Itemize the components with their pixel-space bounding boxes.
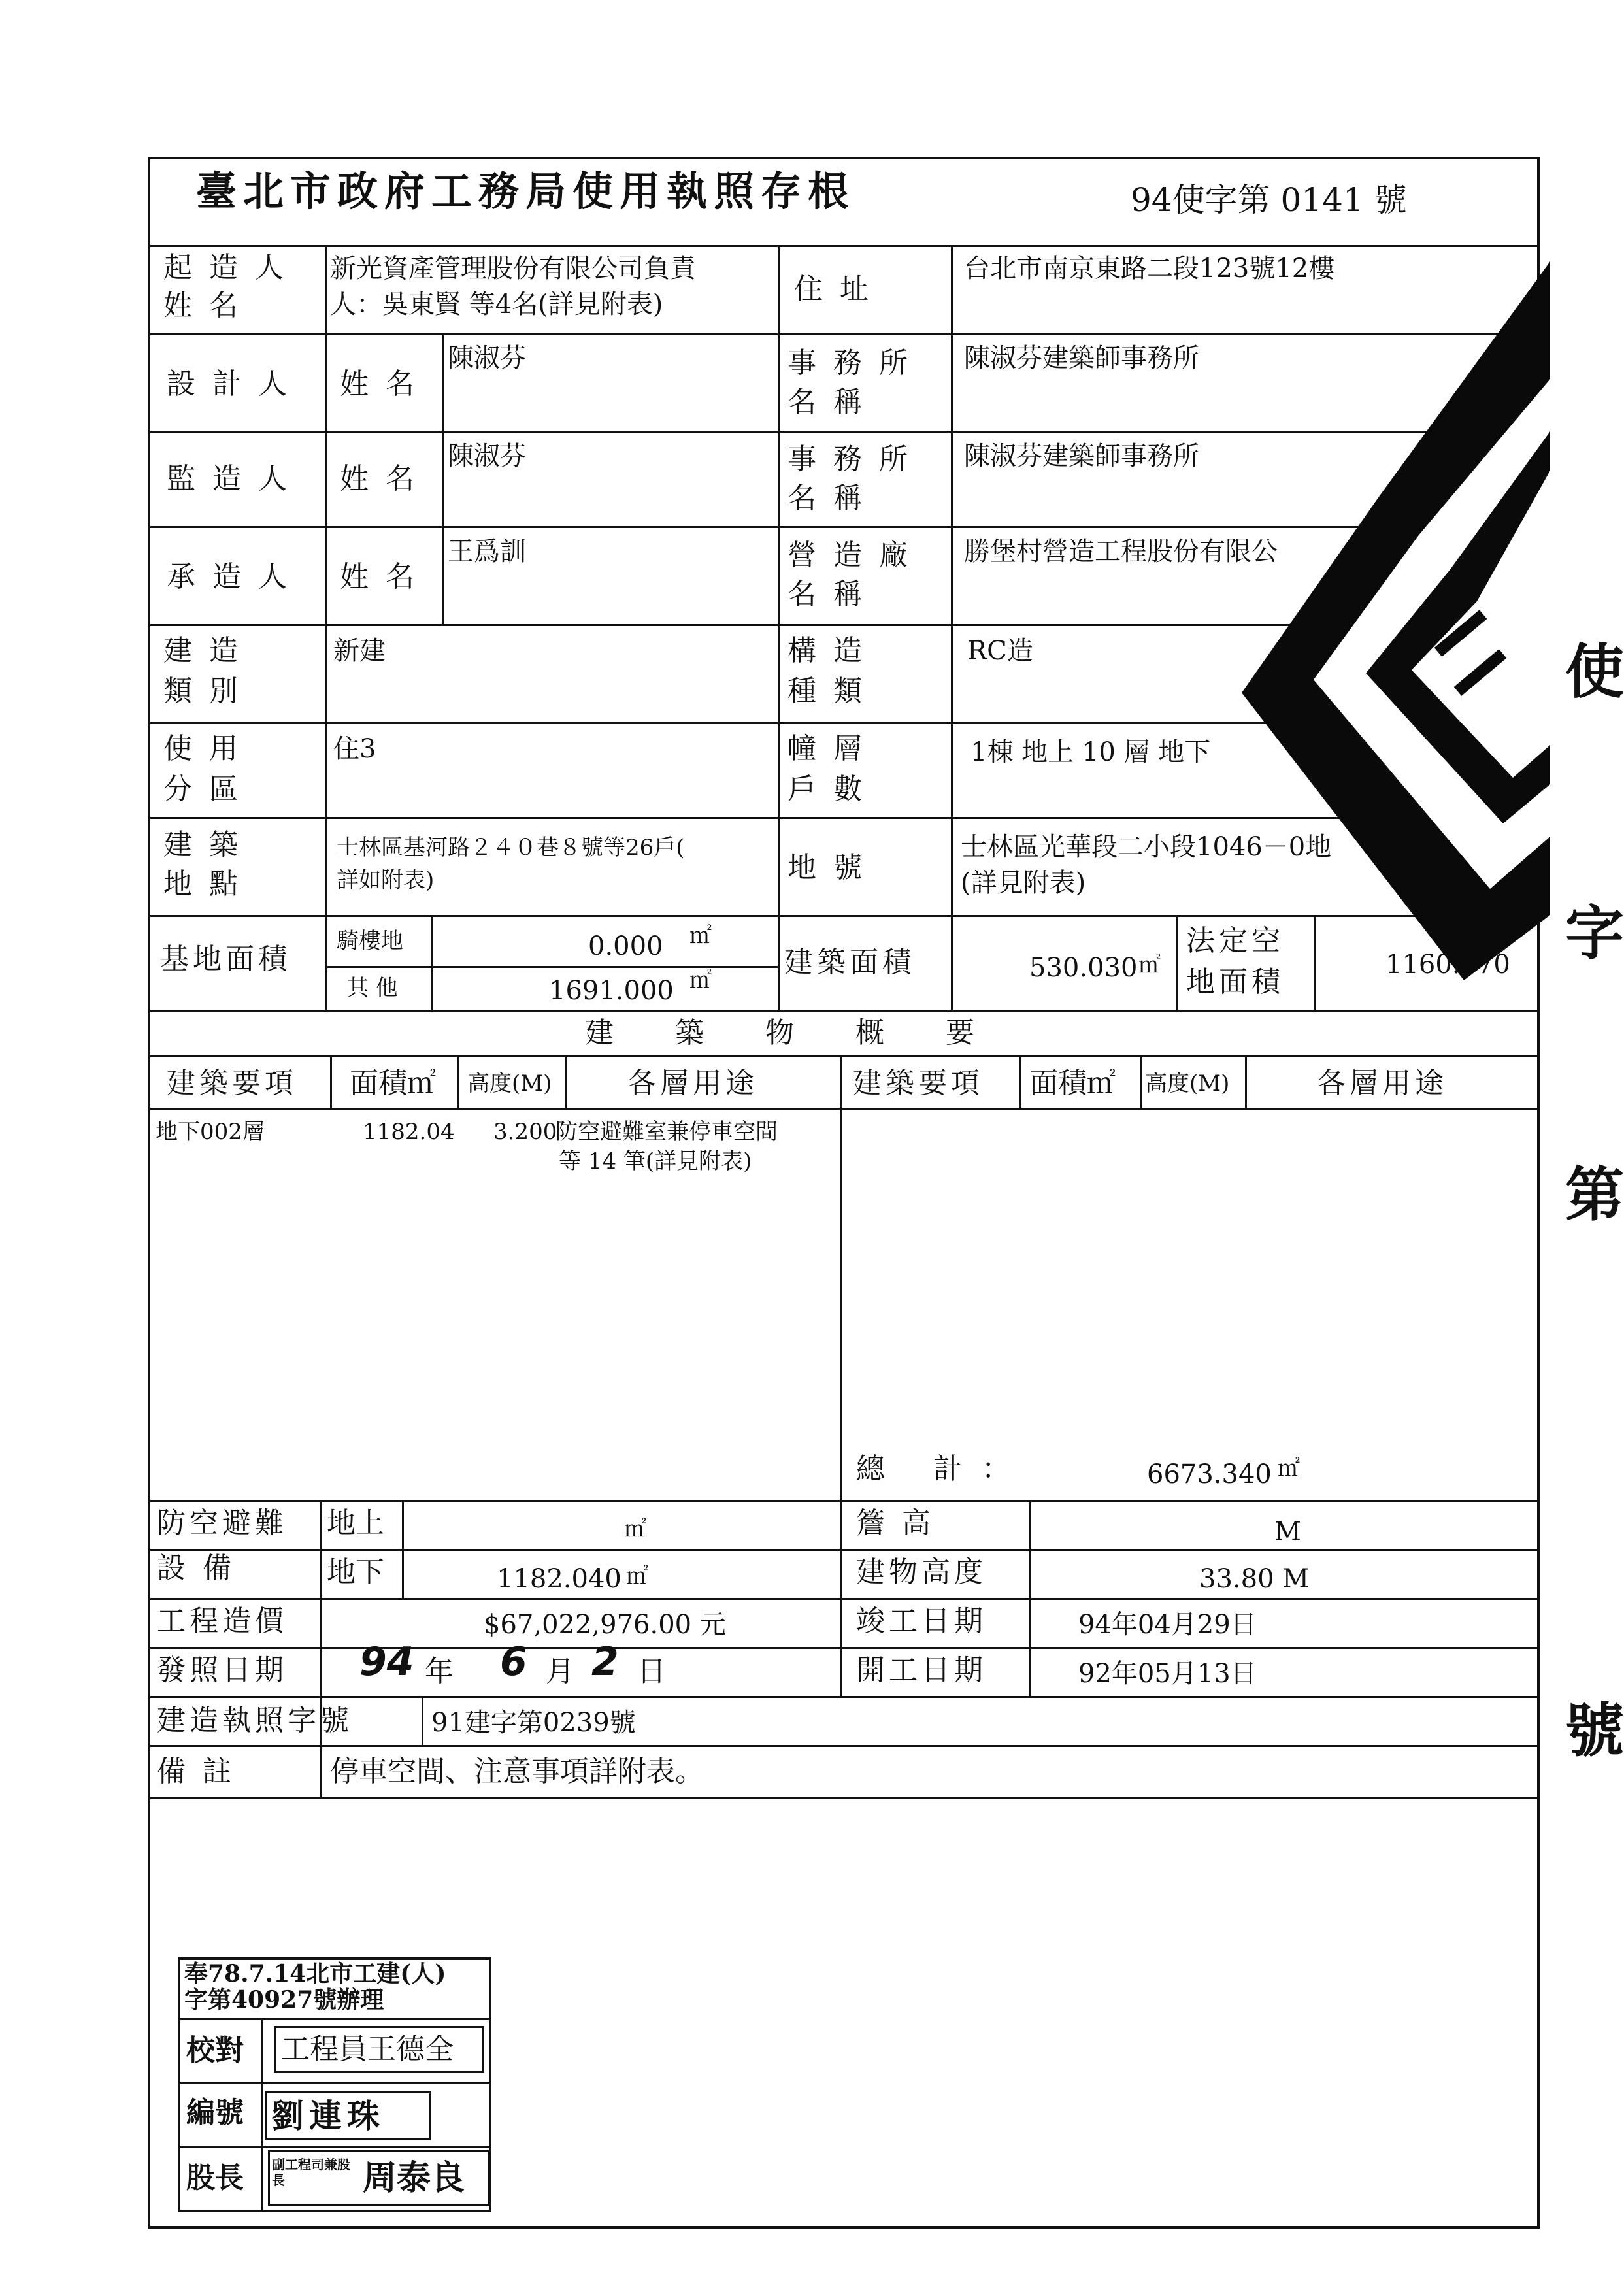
rule <box>402 1500 404 1598</box>
issue-day-unit: 日 <box>637 1655 666 1688</box>
col-height: 高度(M) <box>467 1071 552 1097</box>
structure-label: 構 造 <box>787 634 866 667</box>
designer-office-label-2: 名 稱 <box>787 386 866 419</box>
eaves-unit: M <box>1274 1517 1301 1547</box>
col-area: 面積㎡ <box>350 1067 436 1100</box>
rule <box>951 915 953 1010</box>
margin-char-2: 字 <box>1565 899 1624 968</box>
eaves-label: 簷 高 <box>856 1506 935 1540</box>
total-value: 6673.340 <box>1147 1459 1272 1489</box>
stamp-number-label: 編號 <box>186 2096 244 2129</box>
arcade-label: 騎樓地 <box>337 928 403 954</box>
supervisor-office-label-2: 名 稱 <box>787 482 866 515</box>
contractor-label: 承 造 人 <box>167 560 291 593</box>
contractor-firm-label: 營 造 廠 <box>787 539 912 572</box>
summary-row-area: 1182.04 <box>363 1119 455 1145</box>
builder-name-2: 人：吳東賢 等4名(詳見附表) <box>330 290 663 320</box>
builder-label: 起 造 人 <box>163 251 288 284</box>
zoning-label-2: 分 區 <box>163 772 242 806</box>
supervisor-office: 陳淑芬建築師事務所 <box>964 441 1199 471</box>
building-area-label: 建築面積 <box>784 946 915 979</box>
rule <box>148 1055 1540 1057</box>
completion-date: 94年04月29日 <box>1078 1610 1257 1640</box>
rule <box>951 245 953 915</box>
rule <box>1140 1055 1142 1108</box>
rule <box>431 915 433 1010</box>
builder-address: 台北市南京東路二段123號12樓 <box>964 254 1335 284</box>
rule <box>1029 1500 1031 1696</box>
location-address-2: 詳如附表) <box>337 867 435 893</box>
col-area-right: 面積㎡ <box>1029 1067 1116 1100</box>
rule <box>1176 915 1178 1010</box>
rule <box>1019 1055 1021 1108</box>
stamp-check-value: 工程員王德全 <box>281 2033 454 2066</box>
builder-label-2: 姓 名 <box>163 289 242 322</box>
permit-label: 建造執照字號 <box>157 1704 353 1737</box>
rule <box>442 333 444 624</box>
stamp-chief-value: 周泰良 <box>363 2158 465 2198</box>
summary-heading: 建 築 物 概 要 <box>585 1016 1001 1050</box>
rule <box>148 1500 1540 1502</box>
rule <box>178 2082 491 2084</box>
zoning-label: 使 用 <box>163 732 242 765</box>
building-height-label: 建物高度 <box>856 1555 987 1589</box>
stamp-chief-label: 股長 <box>186 2161 244 2195</box>
col-use-right: 各層用途 <box>1317 1067 1448 1100</box>
rule <box>422 1696 423 1745</box>
other-value: 1691.000 <box>549 976 674 1006</box>
construction-type-label: 建 造 <box>163 634 242 667</box>
rule <box>1245 1055 1247 1108</box>
construction-type-label-2: 類 別 <box>163 674 242 708</box>
cost-value: $67,022,976.00 元 <box>484 1610 726 1640</box>
permit-number: 91建字第0239號 <box>431 1708 636 1738</box>
margin-char-3: 第 <box>1565 1160 1624 1229</box>
col-item-right: 建築要項 <box>853 1067 984 1100</box>
rule <box>840 1055 842 1500</box>
site-area-label: 基地面積 <box>160 942 291 976</box>
issue-month: 6 <box>500 1639 527 1685</box>
rule <box>178 2146 491 2148</box>
form-title: 臺北市政府工務局使用執照存根 <box>196 167 855 215</box>
designer-name-label: 姓 名 <box>340 367 418 401</box>
arcade-unit: ㎡ <box>689 923 712 949</box>
col-use: 各層用途 <box>627 1067 758 1100</box>
legal-open-value: 1160.970 <box>1385 950 1510 980</box>
margin-char-1: 使 <box>1565 637 1624 706</box>
margin-char-4: 號 <box>1565 1696 1624 1765</box>
rule <box>148 1797 1540 1799</box>
floors-value: 1棟 地上 10 層 地下 <box>970 737 1211 767</box>
lot-number-2: (詳見附表) <box>961 868 1086 898</box>
building-area-value: 530.030 <box>1029 953 1138 983</box>
rule <box>148 1598 1540 1600</box>
other-unit: ㎡ <box>689 967 712 993</box>
structure-label-2: 種 類 <box>787 674 866 708</box>
other-label: 其 他 <box>346 975 398 1001</box>
contractor-firm: 勝堡村營造工程股份有限公 <box>964 537 1278 567</box>
remark-label: 備 註 <box>157 1755 235 1788</box>
remark-text: 停車空間、注意事項詳附表。 <box>330 1755 704 1788</box>
completion-label: 竣工日期 <box>856 1604 987 1638</box>
legal-open-label: 法定空 <box>1186 924 1284 957</box>
construction-type: 新建 <box>333 636 386 666</box>
supervisor-name: 陳淑芬 <box>448 441 526 471</box>
builder-name: 新光資產管理股份有限公司負責 <box>330 254 696 284</box>
stamp-check-label: 校對 <box>186 2034 244 2067</box>
rule <box>840 1500 842 1696</box>
issue-date-label: 發照日期 <box>157 1653 288 1687</box>
contractor-firm-label-2: 名 稱 <box>787 578 866 611</box>
legal-open-label-2: 地面積 <box>1186 965 1284 999</box>
issue-month-unit: 月 <box>546 1655 574 1688</box>
building-height-value: 33.80 M <box>1199 1564 1310 1594</box>
location-label-2: 地 點 <box>163 867 242 901</box>
zoning-value: 住3 <box>333 734 376 764</box>
rule <box>330 1055 332 1108</box>
shelter-label: 防空避難 <box>157 1506 288 1540</box>
issue-year-unit: 年 <box>425 1655 454 1688</box>
location-label: 建 築 <box>163 828 242 861</box>
rule <box>148 1549 1540 1551</box>
location-address: 士林區基河路２４０巷８號等26戶( <box>337 835 685 861</box>
lot-number: 士林區光華段二小段1046－0地 <box>961 832 1332 862</box>
contractor-name-label: 姓 名 <box>340 560 418 593</box>
shelter-below-label: 地下 <box>327 1555 384 1589</box>
summary-row-use-2: 等 14 筆(詳見附表) <box>559 1148 752 1174</box>
shelter-below-unit: ㎡ <box>626 1563 648 1589</box>
rule <box>778 245 780 1010</box>
supervisor-name-label: 姓 名 <box>340 462 418 495</box>
summary-row-height: 3.200 <box>493 1119 557 1145</box>
issue-year: 94 <box>359 1639 414 1685</box>
designer-office-label: 事 務 所 <box>787 346 912 380</box>
floors-label: 幢 層 <box>787 732 866 765</box>
rule <box>325 245 327 1010</box>
stamp-chief-prefix: 副工程司兼股長 <box>272 2157 350 2188</box>
issue-day: 2 <box>591 1639 619 1685</box>
col-item: 建築要項 <box>167 1067 297 1100</box>
rule <box>148 1647 1540 1649</box>
rule <box>148 1108 1540 1110</box>
structure-type: RC造 <box>967 636 1033 666</box>
supervisor-label: 監 造 人 <box>167 462 291 495</box>
building-area-unit: ㎡ <box>1138 952 1161 978</box>
stamp-number-value: 劉連珠 <box>271 2097 385 2135</box>
total-unit: ㎡ <box>1278 1455 1300 1482</box>
rule <box>178 2018 491 2020</box>
total-label: 總 計： <box>856 1452 1030 1486</box>
license-serial: 94使字第 0141 號 <box>1131 181 1407 219</box>
stamp-ref-2: 字第40927號辦理 <box>184 1986 384 2014</box>
supervisor-office-label: 事 務 所 <box>787 442 912 476</box>
contractor-name: 王爲訓 <box>448 537 526 567</box>
floors-label-2: 戶 數 <box>787 772 866 806</box>
rule <box>261 2018 263 2212</box>
rule <box>148 1745 1540 1747</box>
start-date-label: 開工日期 <box>856 1653 987 1687</box>
summary-row-use: 防空避難室兼停車空間 <box>555 1119 778 1145</box>
designer-name: 陳淑芬 <box>448 343 526 373</box>
lot-label: 地 號 <box>787 851 866 884</box>
rule <box>148 1696 1540 1698</box>
arcade-value: 0.000 <box>588 931 663 961</box>
shelter-below-value: 1182.040 <box>497 1564 621 1594</box>
stamp-ref: 奉78.7.14北市工建(人) <box>184 1960 446 1987</box>
rule <box>148 245 1540 247</box>
cost-label: 工程造價 <box>157 1604 288 1638</box>
rule <box>457 1055 459 1108</box>
col-height-right: 高度(M) <box>1145 1071 1230 1097</box>
shelter-above-label: 地上 <box>327 1506 384 1540</box>
designer-office: 陳淑芬建築師事務所 <box>964 343 1199 373</box>
rule <box>148 1010 1540 1012</box>
summary-row-item: 地下002層 <box>156 1119 265 1145</box>
rule <box>320 1500 322 1797</box>
shelter-above-unit: ㎡ <box>624 1516 646 1542</box>
address-label: 住 址 <box>794 273 872 306</box>
shelter-label-2: 設 備 <box>157 1552 235 1585</box>
official-seal-fragment <box>1216 261 1550 980</box>
designer-label: 設 計 人 <box>167 367 291 401</box>
start-date: 92年05月13日 <box>1078 1659 1257 1689</box>
rule <box>565 1055 567 1108</box>
